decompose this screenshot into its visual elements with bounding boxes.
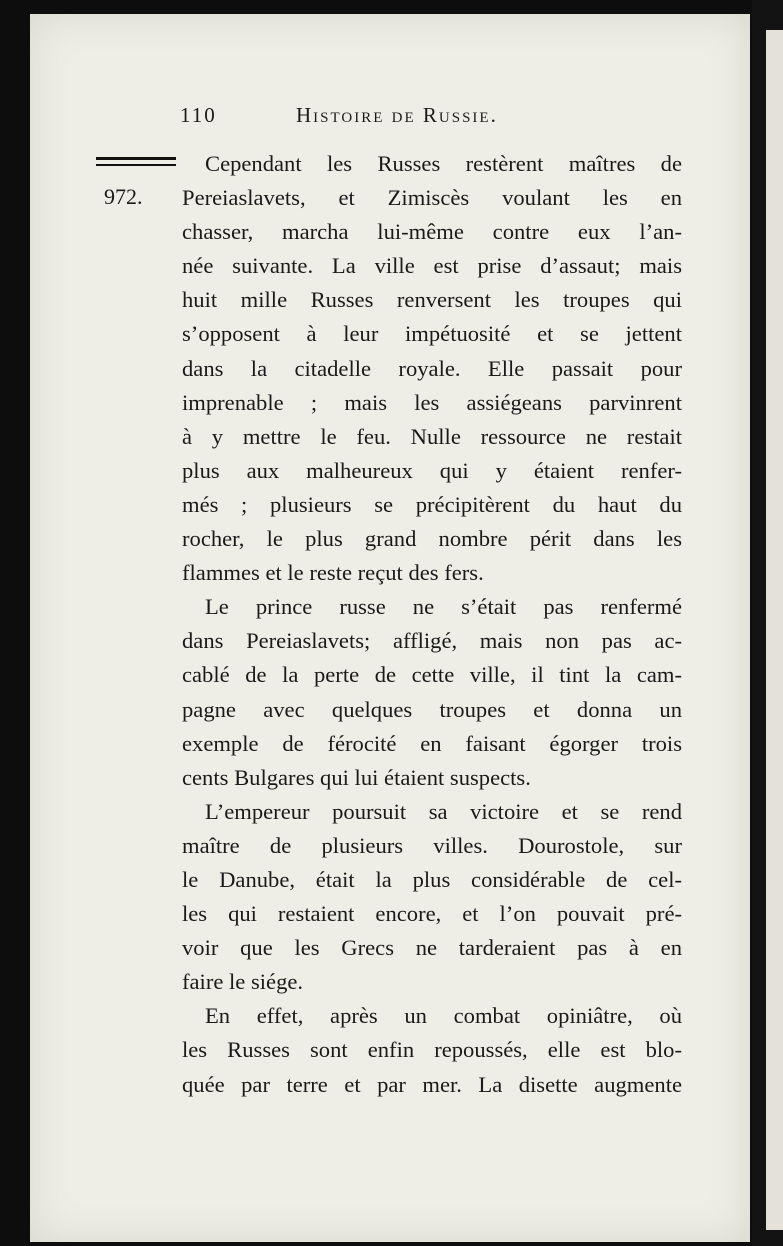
text-line: née suivante. La ville est prise d’assaut; mais	[182, 253, 682, 279]
text-line: maître de plusieurs villes. Dourostole, sur	[182, 832, 682, 858]
text-line: à y mettre le feu. Nulle ressource ne restait	[182, 423, 682, 449]
text-line: rocher, le plus grand nombre périt dans les	[182, 526, 682, 552]
text-line: dans Pereiaslavets; affligé, mais non pas ac-	[182, 628, 682, 654]
text-line: cents Bulgares qui lui étaient suspects.	[182, 764, 531, 790]
text-line: pagne avec quelques troupes et donna un	[182, 696, 682, 722]
text-line: chasser, marcha lui-même contre eux l’an-	[182, 219, 682, 245]
text-line: s’opposent à leur impétuosité et se jettent	[182, 321, 682, 347]
text-line: dans la citadelle royale. Elle passait pour	[182, 355, 682, 381]
text-line: exemple de férocité en faisant égorger trois	[182, 730, 682, 756]
margin-rule-top	[96, 157, 176, 160]
text-line: més ; plusieurs se précipitèrent du haut du	[182, 491, 682, 517]
text-line: les Russes sont enfin repoussés, elle est blo-	[182, 1037, 682, 1063]
running-head	[0, 103, 783, 133]
text-line: En effet, après un combat opiniâtre, où	[205, 1003, 682, 1029]
text-line: huit mille Russes renversent les troupes qui	[182, 287, 682, 313]
text-line: imprenable ; mais les assiégeans parvinrent	[182, 389, 682, 415]
text-line: Le prince russe ne s’était pas renfermé	[205, 594, 682, 620]
text-line: Pereiaslavets, et Zimiscès voulant les en	[182, 185, 682, 211]
text-line: plus aux malheureux qui y étaient renfer-	[182, 457, 682, 483]
text-line: flammes et le reste reçut des fers.	[182, 560, 484, 586]
text-line: L’empereur poursuit sa victoire et se rend	[205, 798, 682, 824]
text-line: le Danube, était la plus considérable de cel-	[182, 866, 682, 892]
body-text	[182, 147, 682, 1102]
page-title: Histoire de Russie.	[296, 103, 498, 127]
next-page-edge	[766, 30, 783, 1230]
page-number: 110	[180, 103, 217, 127]
margin-year: 972.	[104, 184, 143, 209]
text-line: cablé de la perte de cette ville, il tint la cam-	[182, 662, 682, 688]
text-line: voir que les Grecs ne tarderaient pas à en	[182, 935, 682, 961]
text-line: les qui restaient encore, et l’on pouvait pré-	[182, 901, 682, 927]
text-line: Cependant les Russes restèrent maîtres de	[205, 151, 682, 176]
text-line: quée par terre et par mer. La disette augmente	[182, 1071, 682, 1097]
text-line: faire le siége.	[182, 969, 304, 995]
margin-rule-bottom	[96, 164, 176, 166]
